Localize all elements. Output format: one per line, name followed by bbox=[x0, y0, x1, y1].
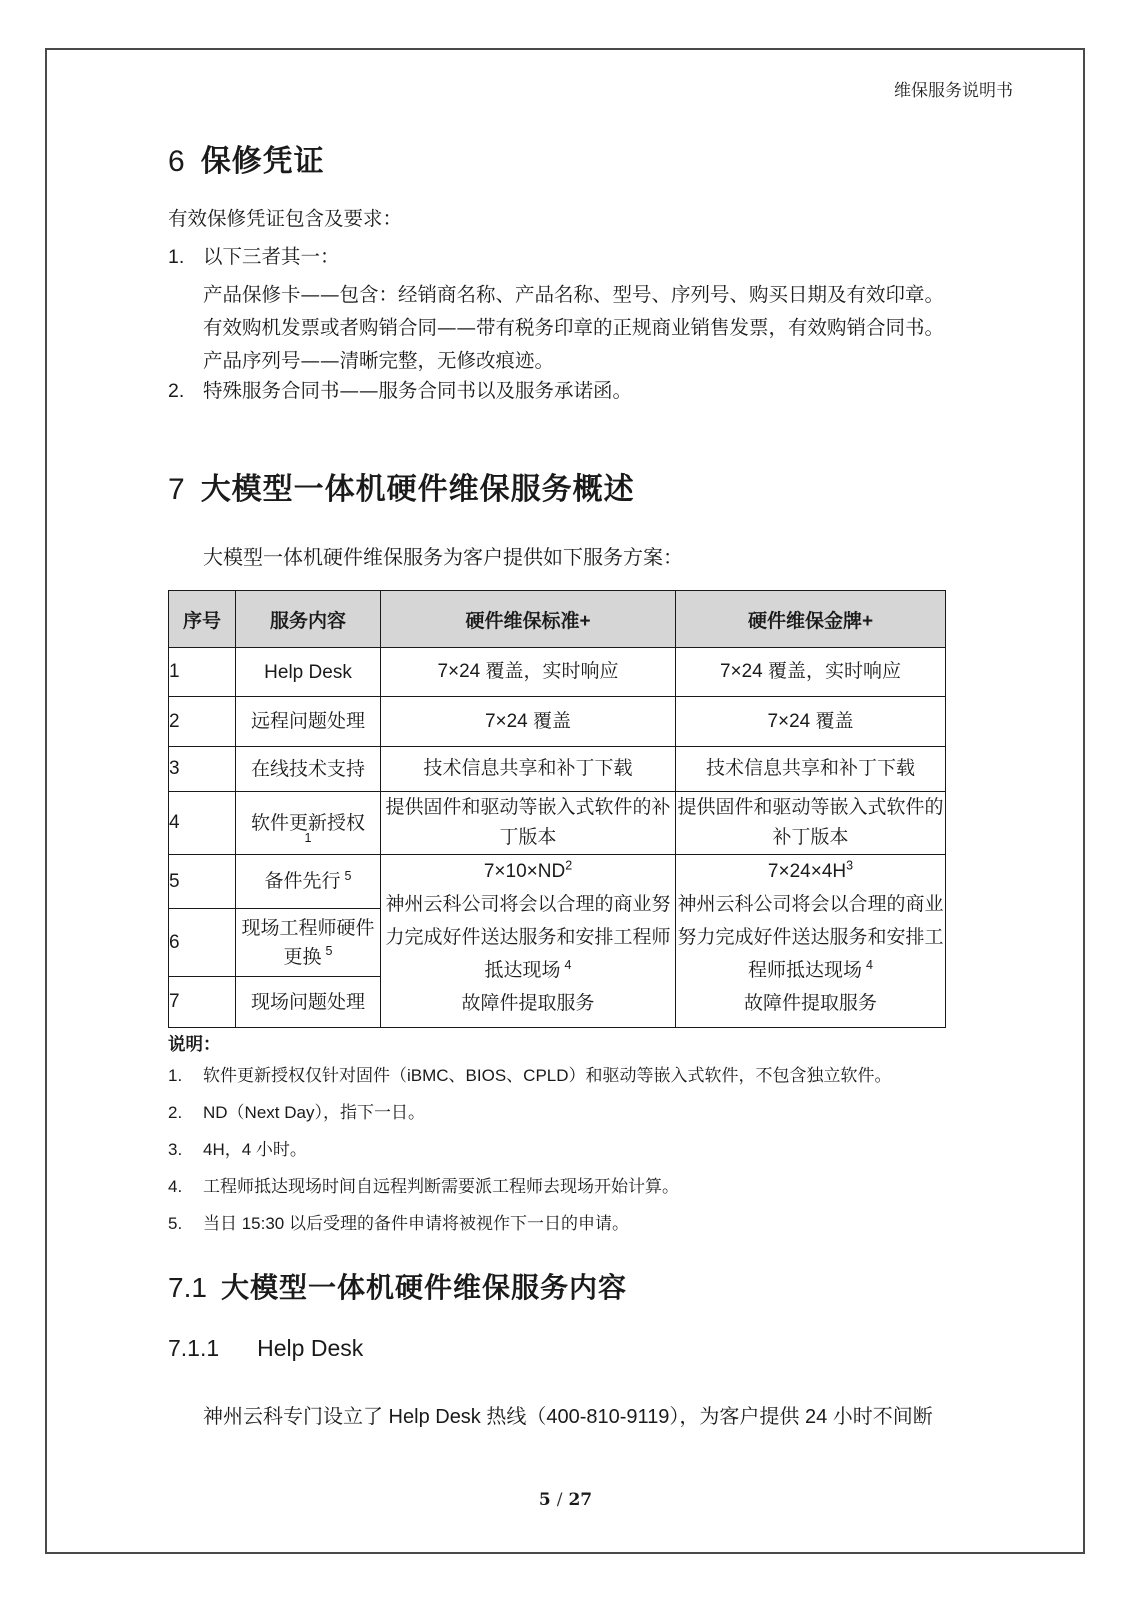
section-7-1-1-heading bbox=[168, 1335, 363, 1362]
note-marker: 4. bbox=[168, 1177, 183, 1196]
section-6-intro: 有效保修凭证包含及要求： bbox=[168, 207, 403, 230]
note-text: ND（Next Day），指下一日。 bbox=[203, 1103, 425, 1122]
note-text: 当日 15:30 以后受理的备件申请将被视作下一日的申请。 bbox=[203, 1214, 629, 1233]
page-footer bbox=[0, 1490, 1131, 1510]
note-item bbox=[168, 1064, 998, 1088]
note-marker: 3. bbox=[168, 1140, 183, 1159]
note-item bbox=[168, 1101, 998, 1125]
standard-merged-cell bbox=[381, 855, 676, 1028]
footnote-ref: 5 bbox=[325, 944, 333, 959]
service-name bbox=[236, 855, 381, 909]
table-row bbox=[169, 792, 946, 855]
warranty-list-item-1 bbox=[168, 241, 340, 269]
service-plan-table bbox=[168, 590, 946, 1028]
section-7-1-1-title: Help Desk bbox=[257, 1335, 364, 1361]
standard-commitment bbox=[381, 888, 675, 987]
section-7-number: 7 bbox=[168, 473, 185, 506]
commitment-text: 神州云科公司将会以合理的商业努力完成好件送达服务和安排工程师抵达现场 bbox=[677, 894, 944, 981]
note-item bbox=[168, 1212, 998, 1236]
gold-value: 7×24 覆盖 bbox=[676, 697, 946, 747]
note-text: 4H，4 小时。 bbox=[203, 1140, 307, 1159]
standard-value: 技术信息共享和补丁下载 bbox=[381, 747, 676, 792]
service-label: 现场工程师硬件更换 bbox=[241, 917, 375, 968]
row-index: 7 bbox=[169, 977, 236, 1028]
notes-list bbox=[168, 1064, 998, 1249]
service-name: 现场问题处理 bbox=[236, 977, 381, 1028]
list-marker: 2. bbox=[168, 380, 185, 402]
standard-extra-service: 故障件提取服务 bbox=[461, 993, 595, 1014]
section-7-1-heading bbox=[168, 1266, 627, 1306]
row-index: 6 bbox=[169, 909, 236, 977]
note-marker: 2. bbox=[168, 1103, 183, 1122]
note-marker: 1. bbox=[168, 1066, 183, 1085]
table-row bbox=[169, 697, 946, 747]
page-separator: / bbox=[556, 1490, 563, 1510]
table-header-row bbox=[169, 591, 946, 648]
page-number: 5 bbox=[538, 1490, 551, 1510]
gold-sla bbox=[676, 855, 945, 888]
row-index: 4 bbox=[169, 792, 236, 855]
note-text: 工程师抵达现场时间自远程判断需要派工程师去现场开始计算。 bbox=[203, 1177, 679, 1196]
warranty-detail-lines bbox=[203, 278, 995, 377]
service-name: Help Desk bbox=[236, 648, 381, 697]
table-row bbox=[169, 648, 946, 697]
footnote-ref: 4 bbox=[564, 957, 572, 972]
warranty-list-item-2 bbox=[168, 375, 632, 403]
service-name bbox=[236, 909, 381, 977]
section-7-intro: 大模型一体机硬件维保服务为客户提供如下服务方案： bbox=[203, 547, 683, 569]
note-item bbox=[168, 1138, 998, 1162]
list-text: 以下三者其一： bbox=[203, 245, 340, 268]
list-text: 特殊服务合同书——服务合同书以及服务承诺函。 bbox=[203, 379, 633, 402]
detail-line: 有效购机发票或者购销合同——带有税务印章的正规商业销售发票，有效购销合同书。 bbox=[203, 316, 945, 339]
footnote-ref: 3 bbox=[846, 858, 854, 873]
section-7-title: 大模型一体机硬件维保服务概述 bbox=[200, 473, 635, 506]
gold-extra-service: 故障件提取服务 bbox=[743, 993, 877, 1014]
section-7-1-title: 大模型一体机硬件维保服务内容 bbox=[220, 1272, 627, 1303]
section-6-title: 保修凭证 bbox=[200, 145, 325, 178]
note-marker: 5. bbox=[168, 1214, 183, 1233]
standard-value: 7×24 覆盖，实时响应 bbox=[381, 648, 676, 697]
note-text: 软件更新授权仅针对固件（iBMC、BIOS、CPLD）和驱动等嵌入式软件，不包含独立软件。 bbox=[203, 1066, 892, 1085]
footnote-ref: 5 bbox=[344, 868, 352, 883]
col-header-standard: 硬件维保标准+ bbox=[381, 591, 676, 648]
notes-label: 说明： bbox=[168, 1034, 221, 1054]
row-index: 2 bbox=[169, 697, 236, 747]
section-7-1-number: 7.1 bbox=[168, 1272, 207, 1303]
section-7-heading bbox=[168, 464, 635, 508]
section-7-1-1-number: 7.1.1 bbox=[168, 1335, 220, 1361]
service-label: 备件先行 bbox=[264, 871, 341, 892]
gold-value: 7×24 覆盖，实时响应 bbox=[676, 648, 946, 697]
col-header-service: 服务内容 bbox=[236, 591, 381, 648]
sla-text: 7×24×4H bbox=[767, 861, 847, 882]
gold-value: 提供固件和驱动等嵌入式软件的补丁版本 bbox=[676, 792, 946, 855]
row-index: 3 bbox=[169, 747, 236, 792]
row-index: 1 bbox=[169, 648, 236, 697]
row-index: 5 bbox=[169, 855, 236, 909]
service-name: 软件更新授权 1 bbox=[236, 792, 381, 855]
col-header-gold: 硬件维保金牌+ bbox=[676, 591, 946, 648]
gold-merged-cell bbox=[676, 855, 946, 1028]
standard-value: 7×24 覆盖 bbox=[381, 697, 676, 747]
gold-value: 技术信息共享和补丁下载 bbox=[676, 747, 946, 792]
detail-line: 产品保修卡——包含：经销商名称、产品名称、型号、序列号、购买日期及有效印章。 bbox=[203, 283, 945, 306]
service-label: 软件更新授权 bbox=[250, 812, 365, 834]
service-name: 在线技术支持 bbox=[236, 747, 381, 792]
service-name: 远程问题处理 bbox=[236, 697, 381, 747]
page-total: 27 bbox=[568, 1490, 593, 1510]
commitment-text: 神州云科公司将会以合理的商业努力完成好件送达服务和安排工程师抵达现场 bbox=[385, 894, 671, 981]
section-6-number: 6 bbox=[168, 145, 185, 178]
table-row bbox=[169, 747, 946, 792]
note-item bbox=[168, 1175, 998, 1199]
running-header: 维保服务说明书 bbox=[894, 81, 1013, 101]
sla-text: 7×10×ND bbox=[483, 861, 566, 882]
col-header-index: 序号 bbox=[169, 591, 236, 648]
footnote-ref: 2 bbox=[565, 858, 573, 873]
footnote-ref: 4 bbox=[866, 957, 873, 972]
standard-sla bbox=[381, 855, 675, 888]
gold-commitment bbox=[676, 888, 945, 987]
list-marker: 1. bbox=[168, 246, 185, 268]
detail-line: 产品序列号——清晰完整，无修改痕迹。 bbox=[203, 349, 555, 372]
helpdesk-paragraph: 神州云科专门设立了 Help Desk 热线（400-810-9119），为客户提供 24 小时不间断 bbox=[203, 1406, 933, 1428]
standard-value: 提供固件和驱动等嵌入式软件的补丁版本 bbox=[381, 792, 676, 855]
section-6-heading bbox=[168, 136, 325, 180]
table-row bbox=[169, 855, 946, 909]
